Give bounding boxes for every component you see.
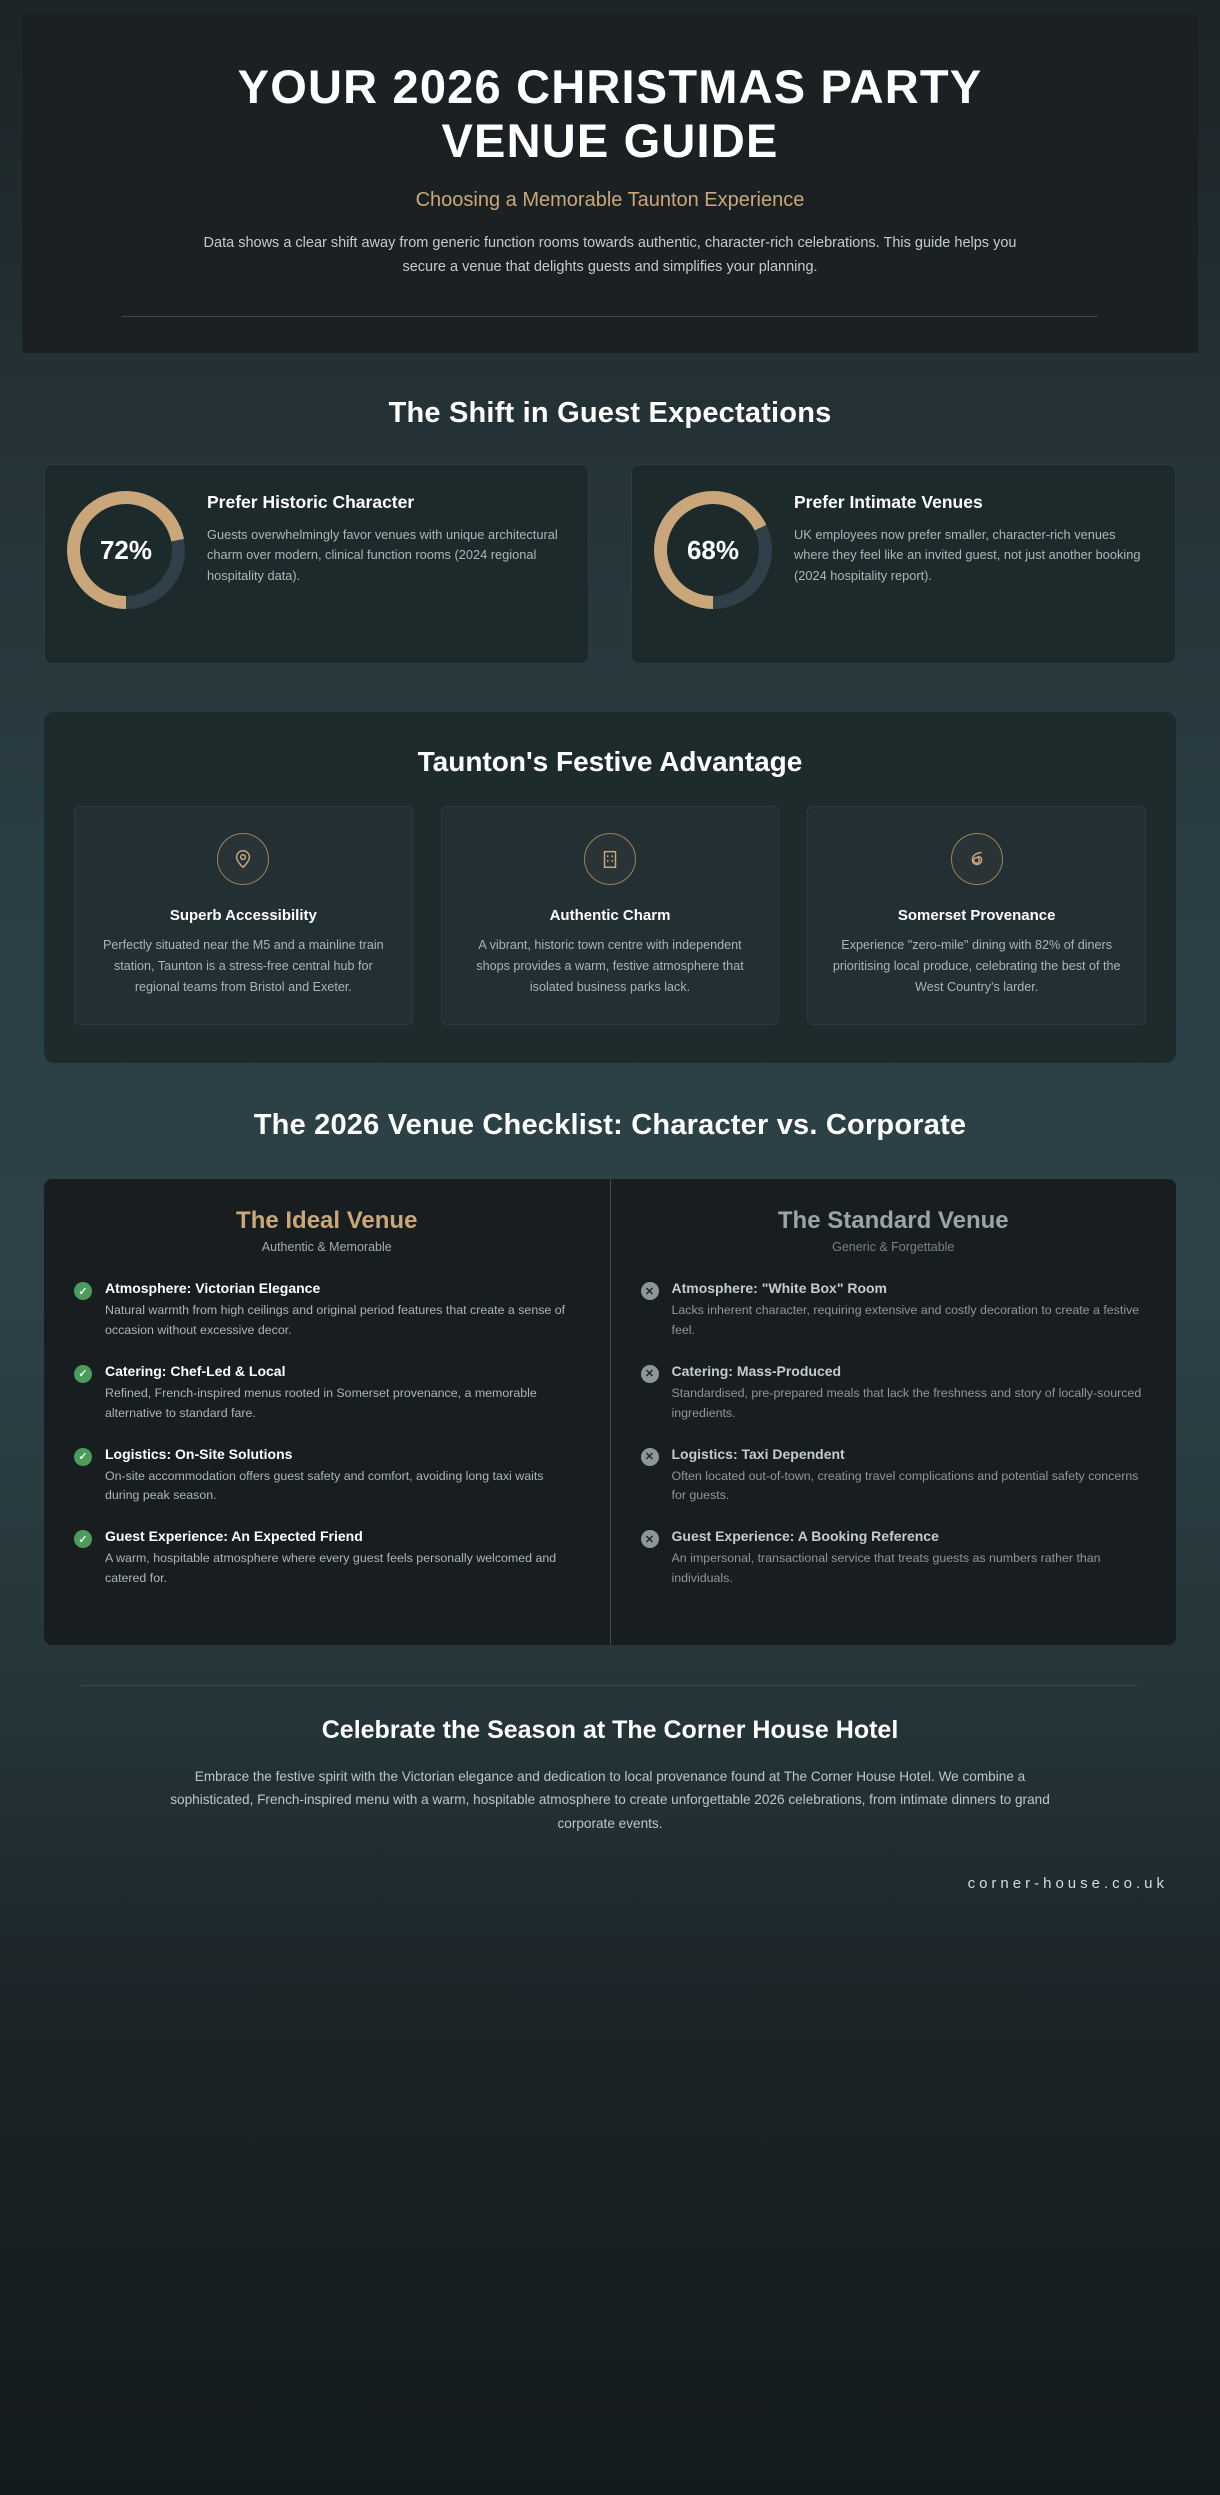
standard-venue-column — [611, 1179, 1177, 1645]
ideal-venue-subheading: Authentic & Memorable — [261, 1240, 392, 1255]
list-item-body: Refined, French-inspired menus rooted in Somerset provenance, a memorable alternative to standard fare. — [105, 1385, 537, 1420]
footer-section — [22, 1686, 1198, 1835]
standard-venue-heading: The Standard Venue — [777, 1207, 1009, 1235]
advantage-card — [807, 806, 1146, 1025]
list-item — [74, 1446, 580, 1507]
stat-heading: Prefer Historic Character — [207, 492, 415, 512]
advantage-card-body: Perfectly situated near the M5 and a mainline train station, Taunton is a stress-free central hub for regional teams from Bristol and Exeter. — [102, 938, 384, 995]
location-pin-icon — [217, 833, 269, 885]
check-icon: ✓ — [74, 1448, 92, 1466]
stat-body: Guests overwhelmingly favor venues with unique architectural charm over modern, clinical function rooms (2024 regional hospitality data). — [207, 526, 558, 584]
footer-title: Celebrate the Season at The Corner House Hotel — [321, 1715, 899, 1744]
list-item — [641, 1280, 1147, 1341]
divider — [122, 316, 1098, 317]
donut-chart-historic-character — [67, 491, 185, 609]
standard-venue-subheading: Generic & Forgettable — [832, 1240, 955, 1255]
advantage-section — [44, 712, 1176, 1063]
list-item-title: Atmosphere: "White Box" Room — [671, 1280, 888, 1297]
advantage-card-heading: Authentic Charm — [549, 907, 671, 924]
list-item-body: On-site accommodation offers guest safety and comfort, avoiding long taxi waits during peak season. — [105, 1468, 544, 1503]
ideal-venue-column — [44, 1179, 611, 1645]
checklist-title: The 2026 Venue Checklist: Character vs. Corporate — [253, 1109, 967, 1142]
page-subtitle: Choosing a Memorable Taunton Experience — [415, 189, 805, 212]
stat-card — [44, 464, 589, 664]
list-item-body: An impersonal, transactional service that treats guests as numbers rather than individuals. — [671, 1551, 1101, 1586]
donut-value: 72% — [99, 534, 153, 565]
list-item — [74, 1528, 580, 1589]
list-item-title: Logistics: On-Site Solutions — [105, 1445, 293, 1462]
list-item-title: Guest Experience: A Booking Reference — [671, 1528, 939, 1545]
advantage-card-body: A vibrant, historic town centre with independent shops provides a warm, festive atmosphere that isolated business parks lack. — [476, 938, 744, 995]
advantage-card — [74, 806, 413, 1025]
stat-body: UK employees now prefer smaller, character-rich venues where they feel like an invited guest, not just another booking (2024 hospitality report). — [794, 526, 1141, 584]
list-item-title: Logistics: Taxi Dependent — [671, 1445, 845, 1462]
check-icon: ✓ — [74, 1365, 92, 1383]
page-title: YOUR 2026 CHRISTMAS PARTY VENUE GUIDE — [237, 60, 983, 167]
donut-chart-intimate-venues — [654, 491, 772, 609]
local-produce-icon — [951, 833, 1003, 885]
checklist-comparison — [44, 1179, 1176, 1645]
stats-section-title: The Shift in Guest Expectations — [388, 397, 832, 429]
list-item-title: Catering: Chef-Led & Local — [105, 1362, 286, 1379]
cross-icon: ✕ — [641, 1448, 659, 1466]
donut-value: 68% — [686, 534, 740, 565]
list-item — [74, 1363, 580, 1424]
cross-icon: ✕ — [641, 1282, 659, 1300]
check-icon: ✓ — [74, 1282, 92, 1300]
cross-icon: ✕ — [641, 1530, 659, 1548]
cross-icon: ✕ — [641, 1365, 659, 1383]
list-item-title: Guest Experience: An Expected Friend — [105, 1528, 363, 1545]
list-item-body: Natural warmth from high ceilings and original period features that create a sense of occasion without excessive decor. — [105, 1303, 566, 1337]
list-item — [641, 1528, 1147, 1589]
advantage-card-heading: Somerset Provenance — [897, 907, 1056, 924]
page-intro: Data shows a clear shift away from generic function rooms towards authentic, character-rich celebrations. This guide helps you secure a venue that delights guests and simplifies your planning. — [203, 235, 1017, 276]
list-item — [641, 1446, 1147, 1507]
list-item-body: Lacks inherent character, requiring extensive and costly decoration to create a festive feel. — [671, 1303, 1140, 1337]
advantage-card-heading: Superb Accessibility — [169, 907, 317, 924]
historic-building-icon — [584, 833, 636, 885]
stats-row — [22, 464, 1198, 664]
footer-body: Embrace the festive spirit with the Victorian elegance and dedication to local provenance found at The Corner House Hotel. We combine a sophisticated, French-inspired menu with a warm, hospitable atmosphere to create unforgettable 2026 celebrations, from intimate dinners to grand corporate events. — [170, 1768, 1050, 1831]
list-item-title: Catering: Mass-Produced — [671, 1362, 842, 1379]
advantage-card-body: Experience "zero-mile" dining with 82% of diners prioritising local produce, celebrating the best of the West Country's larder. — [832, 938, 1121, 995]
stat-card — [631, 464, 1176, 664]
hero-section — [22, 14, 1198, 353]
list-item-body: A warm, hospitable atmosphere where every guest feels personally welcomed and catered for. — [105, 1551, 557, 1586]
advantage-title: Taunton's Festive Advantage — [417, 746, 803, 777]
check-icon: ✓ — [74, 1530, 92, 1548]
list-item-body: Standardised, pre-prepared meals that lack the freshness and story of locally-sourced ingredients. — [671, 1385, 1142, 1420]
stat-heading: Prefer Intimate Venues — [794, 492, 983, 512]
ideal-venue-heading: The Ideal Venue — [236, 1207, 418, 1235]
list-item-title: Atmosphere: Victorian Elegance — [105, 1280, 321, 1297]
advantage-card — [441, 806, 780, 1025]
list-item — [641, 1363, 1147, 1424]
list-item — [74, 1280, 580, 1341]
brand-url[interactable]: corner-house.co.uk — [967, 1875, 1168, 1893]
list-item-body: Often located out-of-town, creating travel complications and potential safety concerns for guests. — [671, 1468, 1139, 1503]
